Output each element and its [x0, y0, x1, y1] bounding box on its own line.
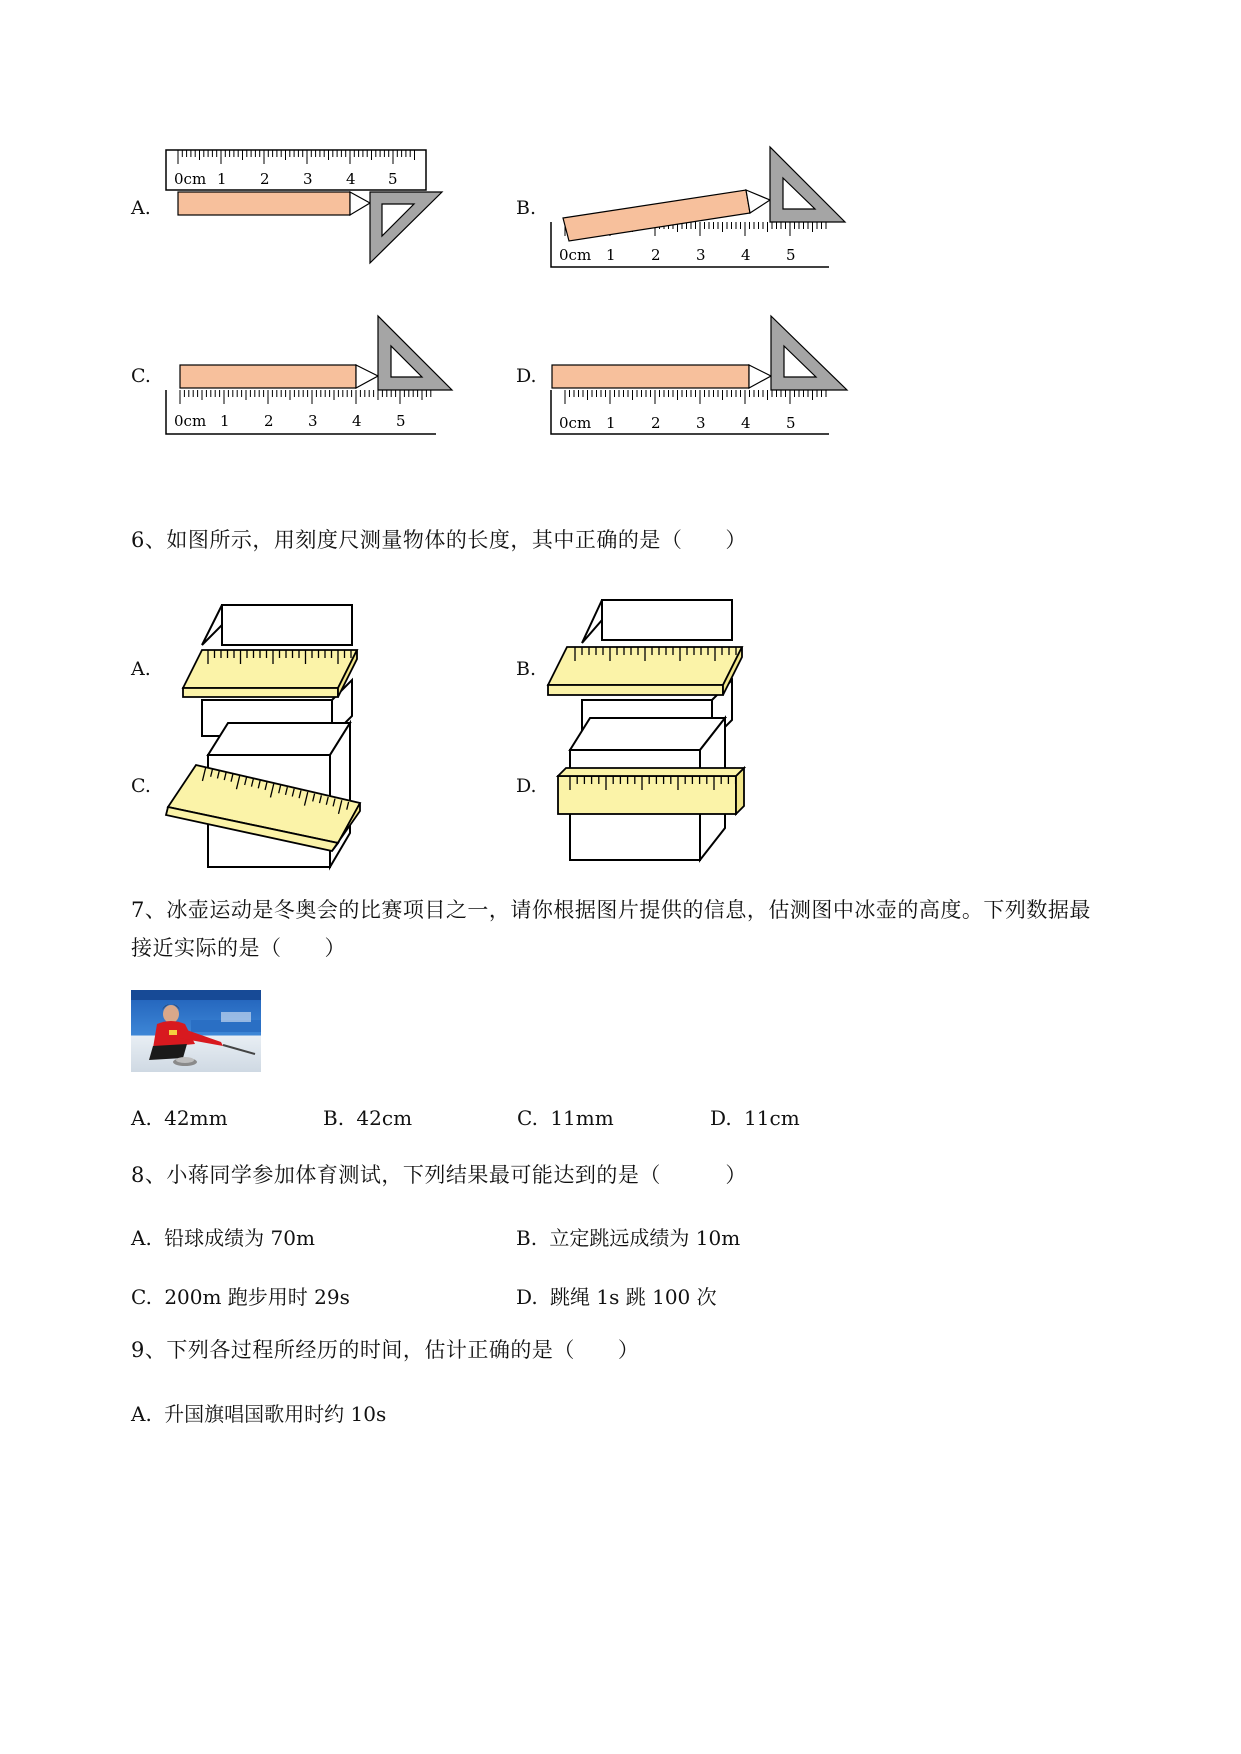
- q6-option-c-label: C.: [131, 775, 151, 797]
- svg-text:4: 4: [346, 170, 356, 188]
- pencil-body: [552, 365, 749, 388]
- svg-text:4: 4: [741, 246, 751, 264]
- pencil-tip: [746, 190, 770, 213]
- q9-option-a-text: 升国旗唱国歌用时约 10s: [164, 1402, 387, 1426]
- q9-option-a-letter: A.: [131, 1402, 152, 1426]
- q7-option-b-text: 42cm: [356, 1106, 413, 1130]
- ruler-tick-labels: [174, 412, 406, 430]
- question-8-text: 8、小蒋同学参加体育测试，下列结果最可能达到的是（ ）: [131, 1163, 747, 1187]
- q8-option-b: [516, 1222, 740, 1251]
- q5-option-a-figure: [160, 140, 450, 270]
- q8-option-d-text: 跳绳 1s 跳 100 次: [550, 1285, 717, 1309]
- q8-option-a-text: 铅球成绩为 70m: [164, 1226, 315, 1250]
- svg-text:3: 3: [308, 412, 318, 430]
- svg-text:5: 5: [786, 246, 796, 264]
- svg-text:3: 3: [303, 170, 313, 188]
- q7-option-b: [323, 1106, 412, 1130]
- q7-option-b-letter: B.: [323, 1106, 345, 1130]
- q5-option-d-label: D.: [516, 365, 537, 387]
- q5-option-b-figure: [545, 140, 855, 275]
- question-6-text: 6、如图所示，用刻度尺测量物体的长度，其中正确的是（ ）: [131, 528, 747, 552]
- q7-option-c-text: 11mm: [550, 1106, 614, 1130]
- svg-text:2: 2: [651, 246, 661, 264]
- pencil-tip: [749, 365, 771, 388]
- svg-text:5: 5: [786, 414, 796, 432]
- q6-option-b-label: B.: [516, 658, 537, 680]
- q8-option-a: [131, 1222, 315, 1251]
- pencil-body: [180, 365, 356, 388]
- q6-option-a-label: A.: [131, 658, 151, 680]
- q8-option-a-letter: A.: [131, 1226, 152, 1250]
- curling-photo-drawing: [131, 990, 261, 1072]
- question-7-text-line1: 7、冰壶运动是冬奥会的比赛项目之一，请你根据图片提供的信息，估测图中冰壶的高度。下列数据最: [131, 898, 1091, 922]
- svg-text:4: 4: [741, 414, 751, 432]
- q5-option-c-figure: [160, 310, 460, 440]
- question-7-text-line2: 接近实际的是（ ）: [131, 936, 346, 960]
- svg-text:2: 2: [264, 412, 274, 430]
- q8-option-b-text: 立定跳远成绩为 10m: [549, 1226, 741, 1250]
- q8-option-c-text: 200m 跑步用时 29s: [164, 1285, 350, 1309]
- curling-photo: [131, 990, 261, 1072]
- q7-option-a-text: 42mm: [164, 1106, 228, 1130]
- svg-text:0cm: 0cm: [559, 414, 592, 432]
- svg-text:4: 4: [352, 412, 362, 430]
- q7-option-a: [131, 1106, 228, 1130]
- svg-text:1: 1: [606, 246, 616, 264]
- pencil-body: [563, 190, 750, 241]
- q8-option-c: [131, 1281, 350, 1310]
- ruler-tick-labels: [559, 246, 796, 264]
- svg-text:3: 3: [696, 246, 706, 264]
- pencil-tip: [356, 365, 378, 388]
- ruler-ticks: [180, 390, 431, 404]
- q6-option-d-label: D.: [516, 775, 537, 797]
- svg-text:2: 2: [260, 170, 270, 188]
- q7-option-d: [710, 1106, 800, 1130]
- q5-option-d-figure: [545, 310, 855, 440]
- ruler-tick-labels: [559, 414, 796, 432]
- q8-option-d: [516, 1281, 717, 1310]
- q7-option-c-letter: C.: [517, 1106, 538, 1130]
- pencil-body: [178, 192, 350, 215]
- svg-text:1: 1: [217, 170, 227, 188]
- svg-text:3: 3: [696, 414, 706, 432]
- triangle: [378, 316, 452, 390]
- q7-option-c: [517, 1106, 614, 1130]
- svg-text:0cm: 0cm: [174, 412, 207, 430]
- svg-text:1: 1: [220, 412, 230, 430]
- svg-text:2: 2: [651, 414, 661, 432]
- q8-option-d-letter: D.: [516, 1285, 538, 1309]
- q8-option-c-letter: C.: [131, 1285, 152, 1309]
- ruler-ticks: [565, 390, 826, 404]
- q8-option-b-letter: B.: [516, 1226, 538, 1250]
- svg-text:0cm: 0cm: [559, 246, 592, 264]
- q5-option-a-label: A.: [131, 197, 151, 219]
- triangle: [370, 192, 442, 263]
- q6-option-c-figure: [160, 715, 380, 875]
- svg-text:1: 1: [606, 414, 616, 432]
- q5-option-c-label: C.: [131, 365, 151, 387]
- q6-option-d-figure: [545, 710, 765, 870]
- q7-option-a-letter: A.: [131, 1106, 152, 1130]
- svg-text:5: 5: [388, 170, 398, 188]
- q9-option-a: [131, 1398, 386, 1427]
- q7-option-d-letter: D.: [710, 1106, 732, 1130]
- pencil-tip: [350, 192, 370, 215]
- svg-text:0cm: 0cm: [174, 170, 207, 188]
- q7-option-d-text: 11cm: [744, 1106, 800, 1130]
- triangle: [771, 316, 847, 390]
- question-9-text: 9、下列各过程所经历的时间，估计正确的是（ ）: [131, 1338, 640, 1362]
- triangle: [770, 147, 845, 222]
- q5-option-b-label: B.: [516, 197, 537, 219]
- svg-text:5: 5: [396, 412, 406, 430]
